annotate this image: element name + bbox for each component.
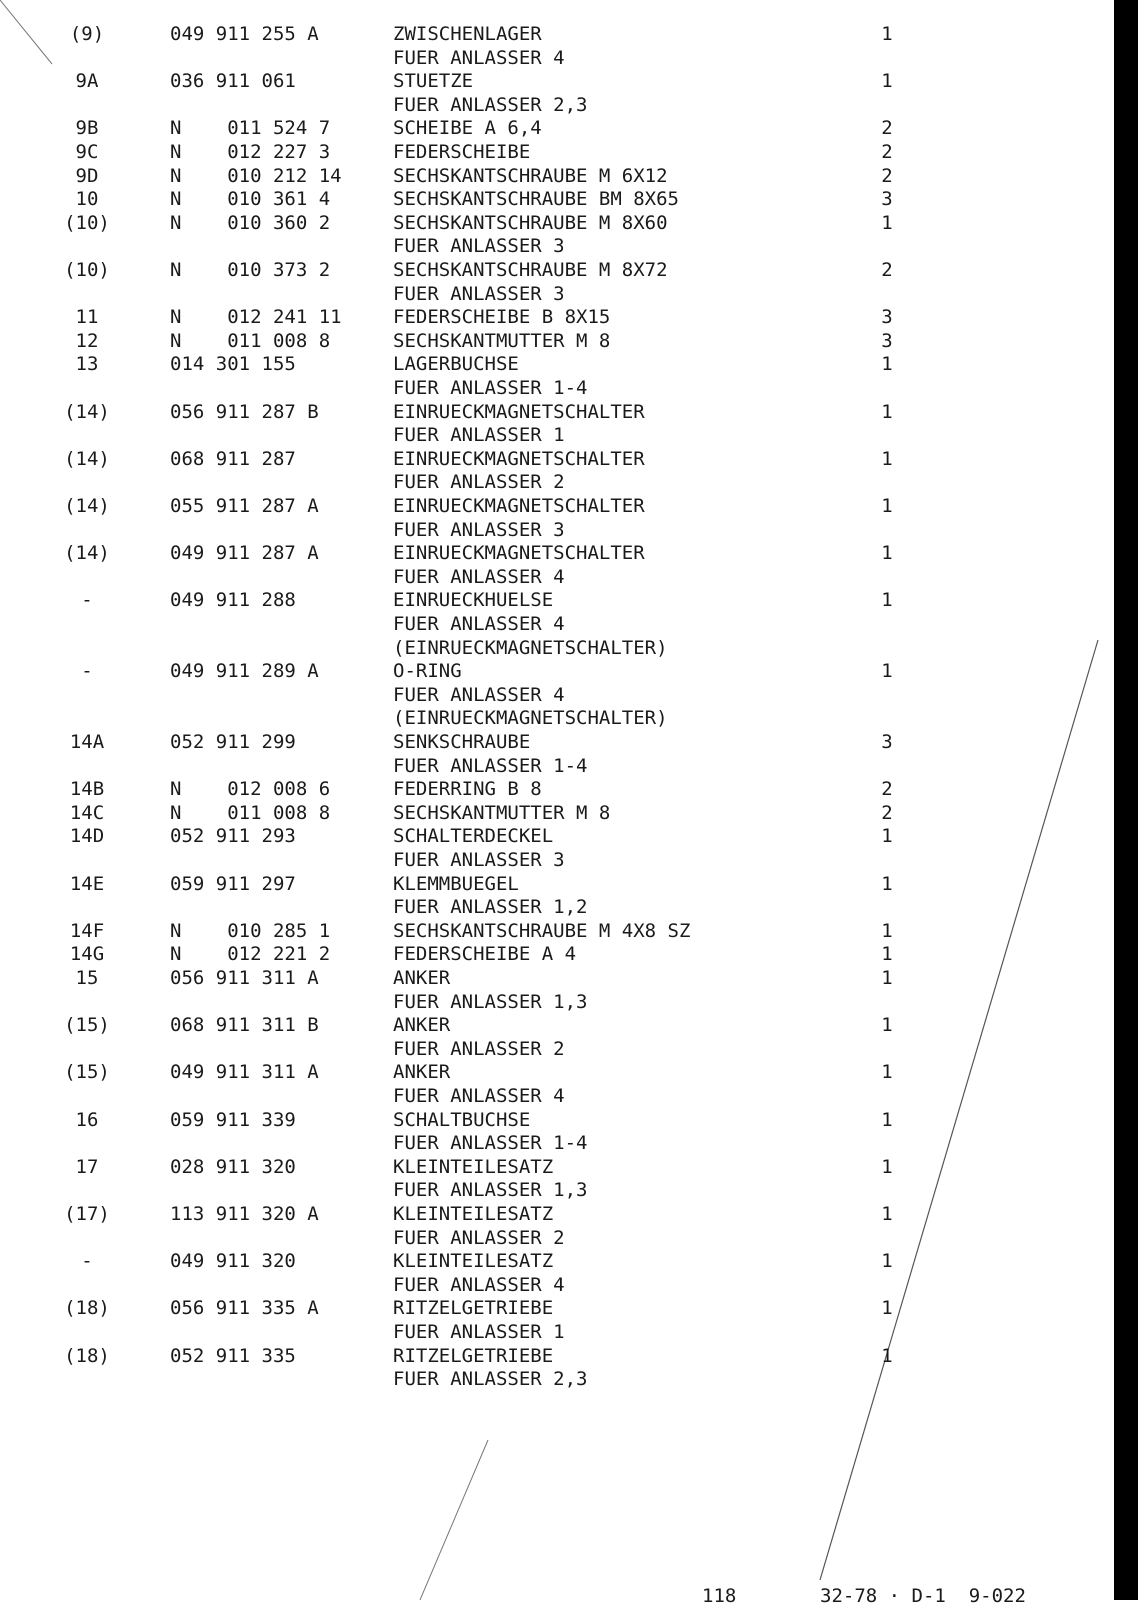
quantity: 1 bbox=[881, 23, 893, 45]
position-number: 11 bbox=[75, 306, 99, 329]
quantity: 1 bbox=[881, 1108, 893, 1131]
table-row bbox=[0, 1037, 1100, 1061]
table-row bbox=[0, 352, 1100, 376]
table-row bbox=[0, 1344, 1100, 1368]
part-description: FUER ANLASSER 3 bbox=[393, 849, 565, 871]
part-number: 059 911 297 bbox=[170, 872, 296, 895]
table-row bbox=[0, 990, 1100, 1014]
quantity: 1 bbox=[881, 542, 893, 565]
part-description: EINRUECKMAGNETSCHALTER bbox=[393, 447, 645, 470]
part-description: SECHSKANTMUTTER M 8 bbox=[393, 329, 611, 352]
part-description: KLEINTEILESATZ bbox=[393, 1155, 554, 1178]
part-description: ANKER bbox=[393, 967, 451, 989]
part-description: FUER ANLASSER 3 bbox=[393, 518, 565, 541]
part-number: 056 911 311 A bbox=[170, 967, 319, 989]
table-row bbox=[0, 140, 1100, 164]
table-row bbox=[0, 494, 1100, 518]
table-row bbox=[0, 1178, 1100, 1202]
table-row bbox=[0, 966, 1100, 990]
part-description: STUETZE bbox=[393, 70, 474, 93]
position-number: (15) bbox=[64, 1061, 110, 1084]
position-number: 9B bbox=[75, 117, 99, 140]
quantity: 1 bbox=[881, 967, 893, 989]
quantity: 1 bbox=[881, 400, 893, 423]
part-description: FEDERSCHEIBE A 4 bbox=[393, 943, 577, 966]
position-number: (14) bbox=[64, 542, 110, 565]
quantity: 1 bbox=[881, 872, 893, 895]
table-row bbox=[0, 872, 1100, 896]
table-row bbox=[0, 824, 1100, 848]
table-row bbox=[0, 895, 1100, 919]
table-row bbox=[0, 1084, 1100, 1108]
part-description: SECHSKANTSCHRAUBE M 8X60 bbox=[393, 211, 668, 234]
part-description: FUER ANLASSER 4 bbox=[393, 683, 565, 706]
part-description: SECHSKANTSCHRAUBE M 6X12 bbox=[393, 164, 668, 187]
part-description: FEDERRING B 8 bbox=[393, 778, 542, 801]
position-number: (9) bbox=[69, 23, 105, 45]
quantity: 1 bbox=[881, 1155, 893, 1178]
position-number: 14E bbox=[69, 872, 105, 895]
part-number: N 011 524 7 bbox=[170, 117, 331, 140]
part-number: N 010 361 4 bbox=[170, 188, 331, 211]
quantity: 3 bbox=[881, 188, 893, 211]
table-row bbox=[0, 93, 1100, 117]
quantity: 2 bbox=[881, 778, 893, 801]
table-row bbox=[0, 1226, 1100, 1250]
table-row bbox=[0, 46, 1100, 70]
table-row bbox=[0, 919, 1100, 943]
part-description: FEDERSCHEIBE B 8X15 bbox=[393, 306, 611, 329]
table-row bbox=[0, 211, 1100, 235]
quantity: 1 bbox=[881, 1061, 893, 1084]
part-description: KLEINTEILESATZ bbox=[393, 1250, 554, 1273]
part-number: 052 911 299 bbox=[170, 731, 296, 753]
part-description: KLEMMBUEGEL bbox=[393, 872, 519, 895]
part-number: 028 911 320 bbox=[170, 1155, 296, 1178]
quantity: 1 bbox=[881, 211, 893, 234]
position-number: (14) bbox=[64, 447, 110, 470]
position-number: 14C bbox=[69, 801, 105, 824]
part-number: N 010 285 1 bbox=[170, 919, 331, 942]
table-row bbox=[0, 1296, 1100, 1320]
part-description: FUER ANLASSER 1,3 bbox=[393, 1179, 588, 1202]
table-row bbox=[0, 1320, 1100, 1344]
quantity: 1 bbox=[881, 660, 893, 683]
part-description: SECHSKANTSCHRAUBE BM 8X65 bbox=[393, 188, 679, 211]
part-description: SENKSCHRAUBE bbox=[393, 731, 531, 753]
table-row bbox=[0, 706, 1100, 730]
part-number: 056 911 287 B bbox=[170, 400, 319, 423]
part-description: FUER ANLASSER 4 bbox=[393, 613, 565, 635]
part-number: 014 301 155 bbox=[170, 353, 296, 376]
position-number: (17) bbox=[64, 1203, 110, 1225]
quantity: 3 bbox=[881, 731, 893, 753]
part-description: FUER ANLASSER 4 bbox=[393, 46, 565, 69]
part-description: (EINRUECKMAGNETSCHALTER) bbox=[393, 636, 668, 659]
page-number: 118 bbox=[702, 1585, 737, 1607]
part-number: N 010 212 14 bbox=[170, 164, 342, 187]
part-number: N 010 360 2 bbox=[170, 211, 331, 234]
part-description: ZWISCHENLAGER bbox=[393, 23, 542, 45]
part-number: 049 911 287 A bbox=[170, 542, 319, 565]
part-number: 049 911 288 bbox=[170, 589, 296, 612]
table-row bbox=[0, 636, 1100, 660]
quantity: 1 bbox=[881, 1203, 893, 1225]
part-description: EINRUECKMAGNETSCHALTER bbox=[393, 400, 645, 423]
position-number: 14D bbox=[69, 825, 105, 848]
table-row bbox=[0, 848, 1100, 872]
quantity: 1 bbox=[881, 1297, 893, 1320]
position-number: (18) bbox=[64, 1344, 110, 1367]
part-description: FEDERSCHEIBE bbox=[393, 141, 531, 163]
position-number: (14) bbox=[64, 400, 110, 423]
part-number: N 011 008 8 bbox=[170, 801, 331, 824]
part-description: SCHALTERDECKEL bbox=[393, 825, 554, 848]
part-number: 113 911 320 A bbox=[170, 1203, 319, 1225]
table-row bbox=[0, 1131, 1100, 1155]
scan-edge-bar bbox=[1114, 0, 1138, 1600]
part-description: O-RING bbox=[393, 660, 462, 683]
table-row bbox=[0, 1013, 1100, 1037]
position-number: 15 bbox=[75, 967, 99, 989]
part-description: KLEINTEILESATZ bbox=[393, 1203, 554, 1225]
table-row bbox=[0, 801, 1100, 825]
table-row bbox=[0, 470, 1100, 494]
part-description: SCHEIBE A 6,4 bbox=[393, 117, 542, 140]
table-row bbox=[0, 1060, 1100, 1084]
table-row bbox=[0, 588, 1100, 612]
part-description: FUER ANLASSER 1-4 bbox=[393, 1132, 588, 1155]
part-number: 056 911 335 A bbox=[170, 1297, 319, 1320]
table-row bbox=[0, 282, 1100, 306]
table-row bbox=[0, 69, 1100, 93]
position-number: 9C bbox=[75, 141, 99, 163]
quantity: 2 bbox=[881, 801, 893, 824]
quantity: 2 bbox=[881, 141, 893, 163]
quantity: 1 bbox=[881, 1014, 893, 1037]
part-description: FUER ANLASSER 2 bbox=[393, 1226, 565, 1249]
table-row bbox=[0, 1273, 1100, 1297]
part-description: RITZELGETRIEBE bbox=[393, 1344, 554, 1367]
position-number: 16 bbox=[75, 1108, 99, 1131]
part-description: FUER ANLASSER 4 bbox=[393, 1085, 565, 1107]
table-row bbox=[0, 164, 1100, 188]
part-number: 055 911 287 A bbox=[170, 495, 319, 517]
part-number: N 010 373 2 bbox=[170, 259, 331, 281]
table-row bbox=[0, 1367, 1100, 1391]
part-number: N 012 227 3 bbox=[170, 141, 331, 163]
part-number: 049 911 311 A bbox=[170, 1061, 319, 1084]
part-number: 052 911 293 bbox=[170, 825, 296, 848]
table-row bbox=[0, 659, 1100, 683]
part-description: EINRUECKMAGNETSCHALTER bbox=[393, 495, 645, 517]
table-row bbox=[0, 683, 1100, 707]
position-number: (10) bbox=[64, 259, 110, 281]
part-description: FUER ANLASSER 4 bbox=[393, 565, 565, 588]
part-description: FUER ANLASSER 1-4 bbox=[393, 754, 588, 777]
quantity: 1 bbox=[881, 353, 893, 376]
table-row bbox=[0, 234, 1100, 258]
table-row bbox=[0, 447, 1100, 471]
position-number: (14) bbox=[64, 495, 110, 517]
part-description: FUER ANLASSER 4 bbox=[393, 1273, 565, 1296]
quantity: 1 bbox=[881, 1250, 893, 1273]
quantity: 1 bbox=[881, 919, 893, 942]
position-number: (18) bbox=[64, 1297, 110, 1320]
quantity: 3 bbox=[881, 306, 893, 329]
part-number: 068 911 311 B bbox=[170, 1014, 319, 1037]
part-description: SECHSKANTSCHRAUBE M 4X8 SZ bbox=[393, 919, 691, 942]
quantity: 2 bbox=[881, 259, 893, 281]
table-row bbox=[0, 376, 1100, 400]
part-description: FUER ANLASSER 1-4 bbox=[393, 377, 588, 399]
part-description: FUER ANLASSER 2,3 bbox=[393, 93, 588, 116]
quantity: 2 bbox=[881, 117, 893, 140]
position-number: 9D bbox=[75, 164, 99, 187]
quantity: 1 bbox=[881, 589, 893, 612]
part-description: SECHSKANTSCHRAUBE M 8X72 bbox=[393, 259, 668, 281]
quantity: 3 bbox=[881, 329, 893, 352]
part-description: SCHALTBUCHSE bbox=[393, 1108, 531, 1131]
part-description: FUER ANLASSER 3 bbox=[393, 282, 565, 305]
quantity: 1 bbox=[881, 1344, 893, 1367]
table-row bbox=[0, 942, 1100, 966]
position-number: (10) bbox=[64, 211, 110, 234]
quantity: 1 bbox=[881, 70, 893, 93]
table-row bbox=[0, 730, 1100, 754]
part-description: ANKER bbox=[393, 1014, 451, 1037]
part-description: FUER ANLASSER 1,3 bbox=[393, 990, 588, 1013]
position-number: 13 bbox=[75, 353, 99, 376]
part-description: FUER ANLASSER 2 bbox=[393, 1037, 565, 1060]
position-number: 14B bbox=[69, 778, 105, 801]
part-description: FUER ANLASSER 2,3 bbox=[393, 1368, 588, 1391]
part-number: 036 911 061 bbox=[170, 70, 296, 93]
table-row bbox=[0, 754, 1100, 778]
position-number: - bbox=[81, 589, 93, 612]
part-description: (EINRUECKMAGNETSCHALTER) bbox=[393, 707, 668, 730]
table-row bbox=[0, 423, 1100, 447]
table-row bbox=[0, 565, 1100, 589]
table-row bbox=[0, 116, 1100, 140]
position-number: 17 bbox=[75, 1155, 99, 1178]
part-description: EINRUECKHUELSE bbox=[393, 589, 554, 612]
position-number: - bbox=[81, 660, 93, 683]
table-row bbox=[0, 1155, 1100, 1179]
table-row bbox=[0, 305, 1100, 329]
position-number: 14G bbox=[69, 943, 105, 966]
document-code: 32-78 · D-1 9-022 bbox=[820, 1585, 1026, 1607]
table-row bbox=[0, 777, 1100, 801]
position-number: 9A bbox=[75, 70, 99, 93]
part-description: LAGERBUCHSE bbox=[393, 353, 519, 376]
part-description: FUER ANLASSER 1 bbox=[393, 424, 565, 447]
table-row bbox=[0, 1108, 1100, 1132]
part-number: N 012 221 2 bbox=[170, 943, 331, 966]
position-number: 14A bbox=[69, 731, 105, 753]
table-row bbox=[0, 187, 1100, 211]
part-description: FUER ANLASSER 1,2 bbox=[393, 896, 588, 919]
part-description: FUER ANLASSER 2 bbox=[393, 471, 565, 494]
position-number: 14F bbox=[69, 919, 105, 942]
quantity: 1 bbox=[881, 943, 893, 966]
part-description: SECHSKANTMUTTER M 8 bbox=[393, 801, 611, 824]
table-row bbox=[0, 612, 1100, 636]
quantity: 1 bbox=[881, 495, 893, 517]
part-description: ANKER bbox=[393, 1061, 451, 1084]
position-number: 12 bbox=[75, 329, 99, 352]
position-number: - bbox=[81, 1250, 93, 1273]
quantity: 2 bbox=[881, 164, 893, 187]
table-row bbox=[0, 400, 1100, 424]
quantity: 1 bbox=[881, 825, 893, 848]
part-number: N 011 008 8 bbox=[170, 329, 331, 352]
part-number: 049 911 289 A bbox=[170, 660, 319, 683]
position-number: (15) bbox=[64, 1014, 110, 1037]
table-row bbox=[0, 329, 1100, 353]
quantity: 1 bbox=[881, 447, 893, 470]
part-number: 049 911 255 A bbox=[170, 23, 319, 45]
part-description: FUER ANLASSER 3 bbox=[393, 235, 565, 258]
table-row bbox=[0, 258, 1100, 282]
part-number: 049 911 320 bbox=[170, 1250, 296, 1273]
table-row bbox=[0, 518, 1100, 542]
part-description: RITZELGETRIEBE bbox=[393, 1297, 554, 1320]
part-description: EINRUECKMAGNETSCHALTER bbox=[393, 542, 645, 565]
part-number: 052 911 335 bbox=[170, 1344, 296, 1367]
table-row bbox=[0, 1249, 1100, 1273]
position-number: 10 bbox=[75, 188, 99, 211]
table-row bbox=[0, 541, 1100, 565]
part-number: 068 911 287 bbox=[170, 447, 296, 470]
part-number: 059 911 339 bbox=[170, 1108, 296, 1131]
table-row bbox=[0, 1202, 1100, 1226]
table-row bbox=[0, 22, 1100, 46]
part-number: N 012 008 6 bbox=[170, 778, 331, 801]
part-description: FUER ANLASSER 1 bbox=[393, 1321, 565, 1343]
part-number: N 012 241 11 bbox=[170, 306, 342, 329]
